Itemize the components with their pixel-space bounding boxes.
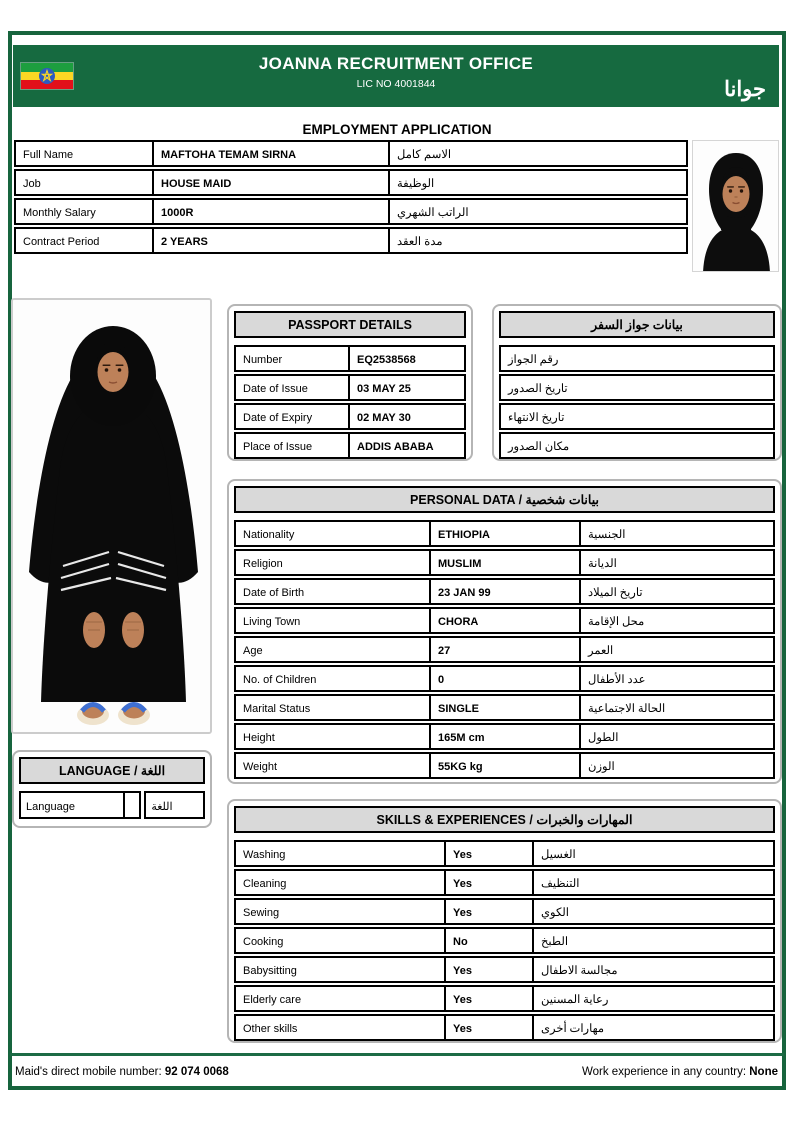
table-row xyxy=(234,985,775,1012)
field-value: 27 xyxy=(429,638,579,661)
work-experience-label: Work experience in any country: xyxy=(581,1066,750,1078)
table-row xyxy=(234,898,775,925)
section-title: SKILLS & EXPERIENCES / المهارات والخبرات xyxy=(234,806,775,833)
table-row xyxy=(19,791,205,819)
field-label: No. of Children xyxy=(243,674,317,686)
field-value: CHORA xyxy=(429,609,579,632)
table-row xyxy=(499,403,775,430)
field-label: Date of Expiry xyxy=(243,412,313,424)
mobile-number-line xyxy=(15,1066,229,1078)
table-row xyxy=(14,140,688,167)
field-label: Cooking xyxy=(243,936,284,948)
field-label: Place of Issue xyxy=(243,441,313,453)
field-label-arabic: رعاية المسنين xyxy=(532,987,773,1010)
field-label: Living Town xyxy=(243,616,301,628)
field-label: Monthly Salary xyxy=(23,207,96,219)
office-name: JOANNA RECRUITMENT OFFICE xyxy=(258,54,534,73)
table-row xyxy=(234,665,775,692)
language-section xyxy=(12,750,212,828)
table-row xyxy=(234,345,466,372)
table-row xyxy=(234,1014,775,1041)
field-label-arabic: العمر xyxy=(579,638,773,661)
table-row xyxy=(234,869,775,896)
field-label-arabic: مجالسة الاطفال xyxy=(532,958,773,981)
field-label: Cleaning xyxy=(243,878,287,890)
field-label: Contract Period xyxy=(23,236,100,248)
field-value: Yes xyxy=(444,842,532,865)
field-label: Age xyxy=(243,645,263,657)
table-row xyxy=(234,549,775,576)
field-label: Height xyxy=(243,732,275,744)
field-value: HOUSE MAID xyxy=(152,171,388,194)
field-value: MUSLIM xyxy=(429,551,579,574)
field-label: Language xyxy=(19,791,125,819)
field-label-arabic: التنظيف xyxy=(532,871,773,894)
work-experience-value: None xyxy=(749,1066,778,1078)
table-row xyxy=(14,198,688,225)
table-row xyxy=(234,956,775,983)
field-value: 0 xyxy=(429,667,579,690)
field-value: MAFTOHA TEMAM SIRNA xyxy=(152,142,388,165)
skills-section xyxy=(227,799,782,1043)
license-number: LIC NO 4001844 xyxy=(356,78,436,90)
field-value: SINGLE xyxy=(429,696,579,719)
mobile-number-value: 92 074 0068 xyxy=(164,1066,229,1078)
field-label: Sewing xyxy=(243,907,280,919)
field-label-arabic: الوظيفة xyxy=(388,171,686,194)
field-value: Yes xyxy=(444,871,532,894)
table-row xyxy=(234,694,775,721)
field-label: Date of Birth xyxy=(243,587,305,599)
table-row xyxy=(234,752,775,779)
field-label-arabic: تاريخ الصدور xyxy=(508,383,568,395)
field-label: Babysitting xyxy=(243,965,297,977)
section-title: PASSPORT DETAILS xyxy=(234,311,466,338)
field-label-arabic: الوزن xyxy=(579,754,773,777)
field-label: Full Name xyxy=(23,149,74,161)
table-row xyxy=(234,403,466,430)
table-row xyxy=(234,927,775,954)
section-title: PERSONAL DATA / بيانات شخصية xyxy=(234,486,775,513)
table-row xyxy=(499,432,775,459)
maid-portrait-photo xyxy=(692,140,779,272)
table-row xyxy=(234,636,775,663)
field-label-arabic: تاريخ الميلاد xyxy=(579,580,773,603)
field-label-arabic: مدة العقد xyxy=(388,229,686,252)
field-value: 23 JAN 99 xyxy=(429,580,579,603)
field-value: 165M cm xyxy=(429,725,579,748)
field-label: Washing xyxy=(243,849,286,861)
table-row xyxy=(234,374,466,401)
maid-fullbody-photo xyxy=(11,298,212,734)
field-label: Weight xyxy=(243,761,278,773)
field-label-arabic: اللغة xyxy=(144,791,205,819)
field-label-arabic: الديانة xyxy=(579,551,773,574)
table-row xyxy=(499,374,775,401)
field-value: Yes xyxy=(444,958,532,981)
field-label: Marital Status xyxy=(243,703,311,715)
field-value: Yes xyxy=(444,987,532,1010)
employment-table xyxy=(14,140,688,254)
field-label-arabic: الجنسية xyxy=(579,522,773,545)
table-row xyxy=(234,840,775,867)
field-label-arabic: مكان الصدور xyxy=(508,441,570,453)
field-label-arabic: الغسيل xyxy=(532,842,773,865)
field-label-arabic: الكوي xyxy=(532,900,773,923)
field-value: No xyxy=(444,929,532,952)
field-value: 2 YEARS xyxy=(152,229,388,252)
header-banner xyxy=(13,45,779,107)
footer-divider xyxy=(10,1053,784,1056)
section-title-arabic: بيانات جواز السفر xyxy=(499,311,775,338)
field-label-arabic: الراتب الشهري xyxy=(388,200,686,223)
table-row xyxy=(234,520,775,547)
table-row xyxy=(234,578,775,605)
field-label-arabic: الطول xyxy=(579,725,773,748)
field-label-arabic: عدد الأطفال xyxy=(579,667,773,690)
passport-details-section-arabic xyxy=(492,304,782,461)
form-title: EMPLOYMENT APPLICATION xyxy=(302,122,492,137)
field-label: Religion xyxy=(243,558,283,570)
field-value: 1000R xyxy=(152,200,388,223)
field-value: Yes xyxy=(444,900,532,923)
field-value xyxy=(123,791,141,819)
field-label: Other skills xyxy=(243,1023,298,1035)
field-value: Yes xyxy=(444,1016,532,1039)
table-row xyxy=(234,723,775,750)
field-value: EQ2538568 xyxy=(348,347,464,370)
passport-details-section xyxy=(227,304,473,461)
section-title: LANGUAGE / اللغة xyxy=(19,757,205,784)
field-label: Job xyxy=(23,178,41,190)
field-label-arabic: الحالة الاجتماعية xyxy=(579,696,773,719)
office-name-arabic: جوانا xyxy=(724,78,766,101)
field-label-arabic: الاسم كامل xyxy=(388,142,686,165)
table-row xyxy=(499,345,775,372)
mobile-number-label: Maid's direct mobile number: xyxy=(15,1066,165,1078)
field-label-arabic: الطبخ xyxy=(532,929,773,952)
field-label-arabic: محل الإقامة xyxy=(579,609,773,632)
table-row xyxy=(234,432,466,459)
field-label: Number xyxy=(243,354,283,366)
field-label-arabic: تاريخ الانتهاء xyxy=(508,412,565,424)
table-row xyxy=(14,169,688,196)
table-row xyxy=(234,607,775,634)
field-value: 55KG kg xyxy=(429,754,579,777)
table-row xyxy=(14,227,688,254)
field-label: Date of Issue xyxy=(243,383,308,395)
field-value: 03 MAY 25 xyxy=(348,376,464,399)
personal-data-section xyxy=(227,479,782,784)
field-label: Nationality xyxy=(243,529,295,541)
field-value: ADDIS ABABA xyxy=(348,434,464,457)
field-label-arabic: رقم الجواز xyxy=(508,354,559,366)
field-label: Elderly care xyxy=(243,994,302,1006)
field-value: ETHIOPIA xyxy=(429,522,579,545)
field-label-arabic: مهارات أخرى xyxy=(532,1016,773,1039)
work-experience-line xyxy=(582,1066,778,1078)
field-value: 02 MAY 30 xyxy=(348,405,464,428)
